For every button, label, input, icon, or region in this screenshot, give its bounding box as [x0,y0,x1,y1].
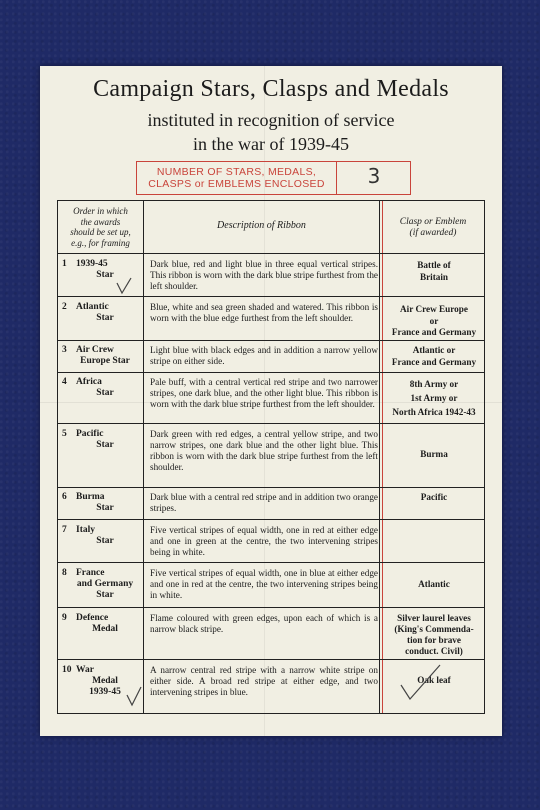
clasp-line: 8th Army or [409,379,459,389]
clasp-line: North Africa 1942-43 [392,407,476,417]
award-name-line: France [76,568,105,578]
award-name-line: 1939-45 [76,259,108,269]
document-title: Campaign Stars, Clasps and Medals [93,76,449,102]
ribbon-description: Five vertical stripes of equal width, one in blue at either edge and one in red at the centre, the two intervening stripes being in white. [150,568,378,600]
handwritten-check-mark [398,663,442,703]
ribbon-description: Blue, white and sea green shaded and watered. This ribbon is worn with the blue edge furthest from the left shoulder. [150,302,378,323]
award-name [62,429,142,451]
award-name-line: Star [96,270,114,280]
award-name-line: Europe Star [80,356,130,366]
clasp-line: (King's Commenda- [394,624,474,634]
enclosed-count-value: 3 [367,164,381,188]
table-row [58,519,484,562]
enclosed-label-line-1: NUMBER OF STARS, MEDALS, [156,166,317,178]
award-name-line: Italy [76,525,95,535]
award-name-line: Medal [92,624,118,634]
award-name [62,525,142,547]
award-number: 3 [62,345,67,355]
award-number: 10 [62,665,72,675]
clasp-emblem [384,345,484,368]
awards-table [57,200,485,714]
clasp-line: conduct. Civil) [405,646,463,656]
clasp-line: Battle of [417,260,451,270]
table-row [58,562,484,607]
clasp-line: Burma [420,449,448,459]
table-row [58,659,484,713]
award-name-line: 1939-45 [89,687,121,697]
clasp-emblem [384,304,484,339]
award-name-line: Star [96,503,114,513]
document-sheet [40,66,502,736]
handwritten-check-mark [126,685,142,707]
award-number: 9 [62,613,67,623]
award-name-line: Defence [76,613,109,623]
award-number: 7 [62,525,67,535]
clasp-emblem [384,260,484,283]
award-name [62,492,142,514]
award-name-line: Star [96,388,114,398]
ribbon-description: Dark blue with a central red stripe and in addition two orange stripes. [150,492,378,513]
award-number: 6 [62,492,67,502]
table-row [58,296,484,340]
header-order-line: Order in which [73,206,128,216]
award-number: 1 [62,259,67,269]
clasp-line: Atlantic [418,579,450,589]
clasp-emblem [384,492,484,504]
header-clasp-line: Clasp or Emblem [399,217,467,227]
award-number: 2 [62,302,67,312]
award-name-line: Star [96,590,114,600]
award-name [62,345,142,367]
clasp-line: Silver laurel leaves [397,613,471,623]
enclosed-count-box [136,161,411,195]
ribbon-description: Five vertical stripes of equal width, one in red at either edge and one in green at the centre, the two intervening stripes being in white. [150,525,378,557]
handwritten-check-mark [116,277,132,295]
ribbon-description: Light blue with black edges and in addition a narrow yellow stripe on either side. [150,345,378,366]
enclosed-label-line-2: CLASPS or EMBLEMS ENCLOSED [148,178,325,190]
award-name [62,568,142,601]
ribbon-description: A narrow central red stripe with a narrow white stripe on either side. A broad red stripe at either edge, and two intervening stripes in blue. [150,665,378,697]
header-clasp-line: (if awarded) [409,228,457,238]
table-row [58,487,484,519]
enclosed-count-label [137,162,337,194]
ribbon-description: Dark blue, red and light blue in three equal vertical stripes. This ribbon is worn with the dark blue stripe furthest from the left shoulder. [150,259,378,291]
award-name-line: Atlantic [76,302,109,312]
award-name-line: War [76,665,94,675]
award-name-line: Star [96,440,114,450]
award-name [62,377,142,399]
award-name [62,302,142,324]
award-name-line: Star [96,536,114,546]
clasp-line: tion for brave [407,635,461,645]
clasp-line: Air Crew Europe [400,304,468,314]
clasp-line: France and Germany [391,327,477,337]
table-row [58,372,484,423]
ribbon-description: Dark green with red edges, a central yellow stripe, and two narrow stripes, one dark blue and the other light blue. This ribbon is worn with the dark blue stripe furthest from the left shoulder. [150,429,378,472]
table-row [58,423,484,487]
award-name-line: Star [96,313,114,323]
table-row [58,607,484,659]
award-name-line: Africa [76,377,102,387]
table-row [58,253,484,296]
document-subtitle-1: instituted in recognition of service [147,110,395,130]
header-order [58,201,143,258]
clasp-emblem [384,449,484,461]
ribbon-description: Flame coloured with green edges, upon each of which is a narrow black stripe. [150,613,378,634]
ribbon-description: Pale buff, with a central vertical red stripe and two narrower stripes, one dark blue, and the other light blue. This ribbon is worn with the dark blue stripe furthest from the left shoulder. [150,377,378,409]
table-row [58,340,484,372]
clasp-line: 1st Army or [410,393,458,403]
clasp-emblem [384,377,484,419]
document-subtitle-2: in the war of 1939-45 [193,134,349,154]
clasp-line: France and Germany [391,356,477,367]
header-order-line: the awards [80,216,121,227]
award-name-line: Air Crew [76,345,114,355]
header-description: Description of Ribbon [217,220,306,231]
award-number: 4 [62,377,67,387]
clasp-line: Oak leaf [417,675,451,685]
clasp-line: or [429,315,439,326]
award-name [62,613,142,635]
award-name-line: and Germany [76,579,134,589]
award-number: 8 [62,568,67,578]
clasp-line: Pacific [420,492,448,502]
award-name-line: Burma [76,492,105,502]
clasp-emblem [384,613,484,657]
header-order-line: should be set up, [70,227,131,237]
clasp-emblem [384,579,484,591]
clasp-line: Britain [419,271,449,282]
header-order-line: e.g., for framing [71,237,130,248]
award-name-line: Medal [92,676,118,686]
clasp-line: Atlantic or [412,345,456,355]
award-name-line: Pacific [76,429,104,439]
award-number: 5 [62,429,67,439]
